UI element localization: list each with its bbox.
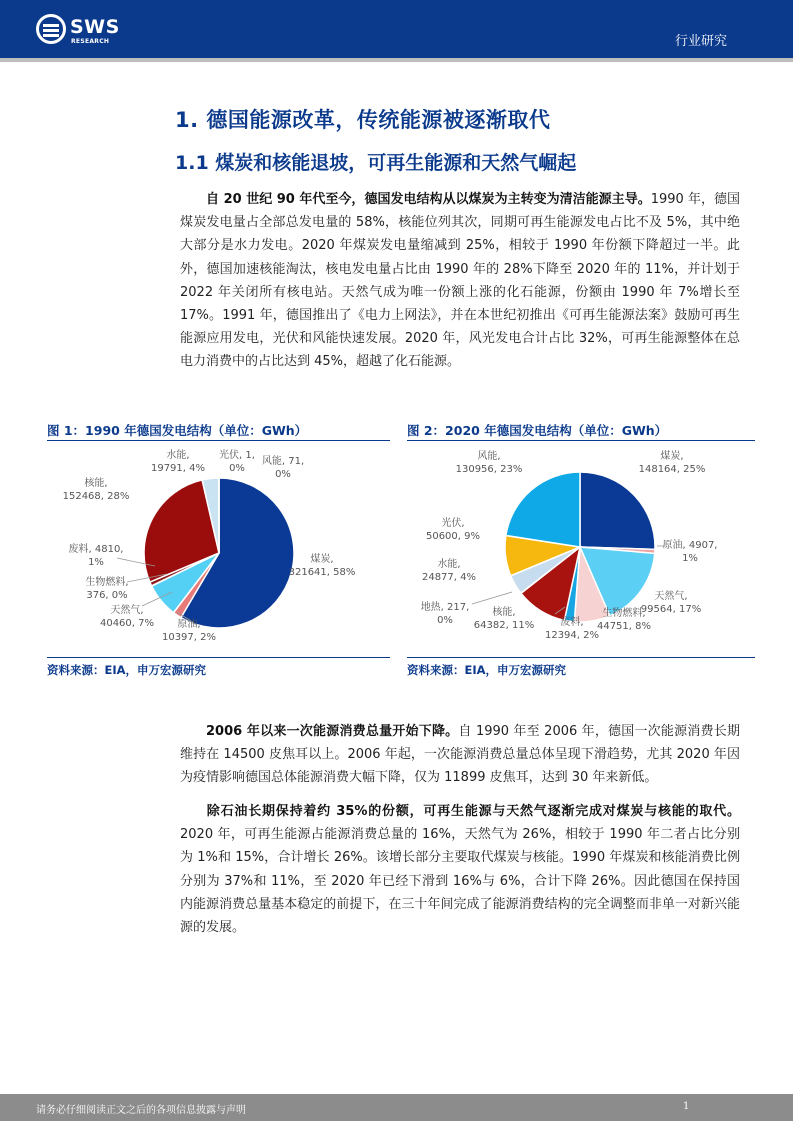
paragraph-2 <box>180 720 740 790</box>
page-header <box>0 0 793 58</box>
figure-2-source: 资料来源：EIA，申万宏源研究 <box>407 663 567 677</box>
figure-2-top-rule <box>407 440 755 441</box>
pie-label-风能: 风能, 71, 0% <box>261 456 305 480</box>
sws-logo-icon <box>36 14 66 44</box>
figure-1-bottom-rule <box>47 657 390 658</box>
pie-slice-煤炭 <box>580 472 655 549</box>
pie-label-地热: 地热, 217, 0% <box>420 602 470 626</box>
pie-label-光伏: 光伏, 1, 0% <box>219 450 255 474</box>
header-divider <box>0 58 793 62</box>
pie-label-光伏: 光伏, 50600, 9% <box>425 518 481 542</box>
pie-label-水能: 水能, 19791, 4% <box>150 450 206 474</box>
subsection-title: 1.1 煤炭和核能退坡，可再生能源和天然气崛起 <box>175 152 577 174</box>
figure-1-pie-chart <box>47 442 390 656</box>
paragraph-1 <box>180 188 740 374</box>
page-number: 1 <box>683 1101 690 1112</box>
paragraph-1-lead: 自 20 世纪 90 年代至今，德国发电结构从以煤炭为主转变为清洁能源主导。 <box>206 192 651 207</box>
pie-label-原油: 原油, 4907, 1% <box>662 540 718 564</box>
pie-leader-line <box>472 592 512 604</box>
figure-2-bottom-rule <box>407 657 755 658</box>
logo-text: SWS <box>70 16 120 38</box>
pie-label-天然气: 天然气, 99564, 17% <box>640 591 702 615</box>
pie-label-生物燃料: 生物燃料, 44751, 8% <box>596 608 652 632</box>
pie-label-煤炭: 煤炭, 148164, 25% <box>638 451 706 475</box>
pie-label-生物燃料: 生物燃料, 376, 0% <box>85 577 129 601</box>
pie-label-核能: 核能, 64382, 11% <box>473 607 535 631</box>
logo-subtext: RESEARCH <box>71 38 110 45</box>
figure-2-pie-chart <box>407 442 755 656</box>
paragraph-2-lead: 2006 年以来一次能源消费总量开始下降。 <box>206 724 459 739</box>
page-footer <box>0 1094 793 1121</box>
pie-label-水能: 水能, 24877, 4% <box>421 559 477 583</box>
pie-label-天然气: 天然气, 40460, 7% <box>99 605 155 629</box>
pie-label-风能: 风能, 130956, 23% <box>455 451 523 475</box>
paragraph-1-body: 1990 年，德国煤炭发电量占全部总发电量的 58%，核能位列其次，同期可再生能源发电占比不及 5%，其中绝大部分是水力发电。2020 年煤炭发电量缩减到 25%，相较于 1990 年份额下降超过一半。此外，德国加速核能淘汰，核电发电量占比由 1990 年的 28%下降至 2020 年的 11%，并计划于2022 年关闭所有核电站。天然气成为唯一份额上涨的化石能源，份额由 1990 年 7%增长至 17%。1991 年，德国推出了《电力上网法》，并在本世纪初推出《可再生能源法案》鼓励可再生能源应用发电，光伏和风能快速发展。2020 年，风光发电合计占比 32%，可再生能源整体在总电力消费中的占比达到 45%，超越了化石能源。 <box>180 192 741 370</box>
section-title: 1. 德国能源改革，传统能源被逐渐取代 <box>175 108 551 132</box>
footer-disclaimer: 请务必仔细阅读正文之后的各项信息披露与声明 <box>36 1105 246 1116</box>
pie-label-废料: 废料, 12394, 2% <box>544 617 600 641</box>
figure-1-title: 图 1：1990 年德国发电结构（单位：GWh） <box>47 423 308 438</box>
paragraph-3-lead: 除石油长期保持着约 35%的份额，可再生能源与天然气逐渐完成对煤炭与核能的取代。 <box>206 804 740 819</box>
pie-label-煤炭: 煤炭, 321641, 58% <box>288 554 356 578</box>
report-category: 行业研究 <box>674 34 727 49</box>
figure-2-title: 图 2：2020 年德国发电结构（单位：GWh） <box>407 423 668 438</box>
figure-1-source: 资料来源：EIA，申万宏源研究 <box>47 663 207 677</box>
pie-label-原油: 原油, 10397, 2% <box>161 619 217 643</box>
sws-logo <box>36 14 146 48</box>
pie-label-废料: 废料, 4810, 1% <box>68 544 124 568</box>
pie-slice-风能 <box>506 472 580 547</box>
pie-label-核能: 核能, 152468, 28% <box>62 478 130 502</box>
paragraph-3-body: 2020 年，可再生能源占能源消费总量的 16%，天然气为 26%，相较于 1990 年二者占比分别为 1%和 15%，合计增长 26%。该增长部分主要取代煤炭与核能。1990 年煤炭和核能消费比例分别为 37%和 11%，至 2020 年已经下滑到 16%与 6%，合计下降 26%。因此德国在保持国内能源消费总量基本稳定的前提下，在三十年间完成了能源消费结构的完全调整而非单一对新兴能源的发展。 <box>180 827 740 936</box>
paragraph-3 <box>180 800 740 939</box>
paragraph-2-body: 自 1990 年至 2006 年，德国一次能源消费长期维持在 14500 皮焦耳以上。2006 年起，一次能源消费总量总体呈现下滑趋势，尤其 2020 年因为疫情影响德国总体能源消费大幅下降，仅为 11899 皮焦耳，达到 30 年来新低。 <box>180 724 740 786</box>
figure-1-top-rule <box>47 440 390 441</box>
